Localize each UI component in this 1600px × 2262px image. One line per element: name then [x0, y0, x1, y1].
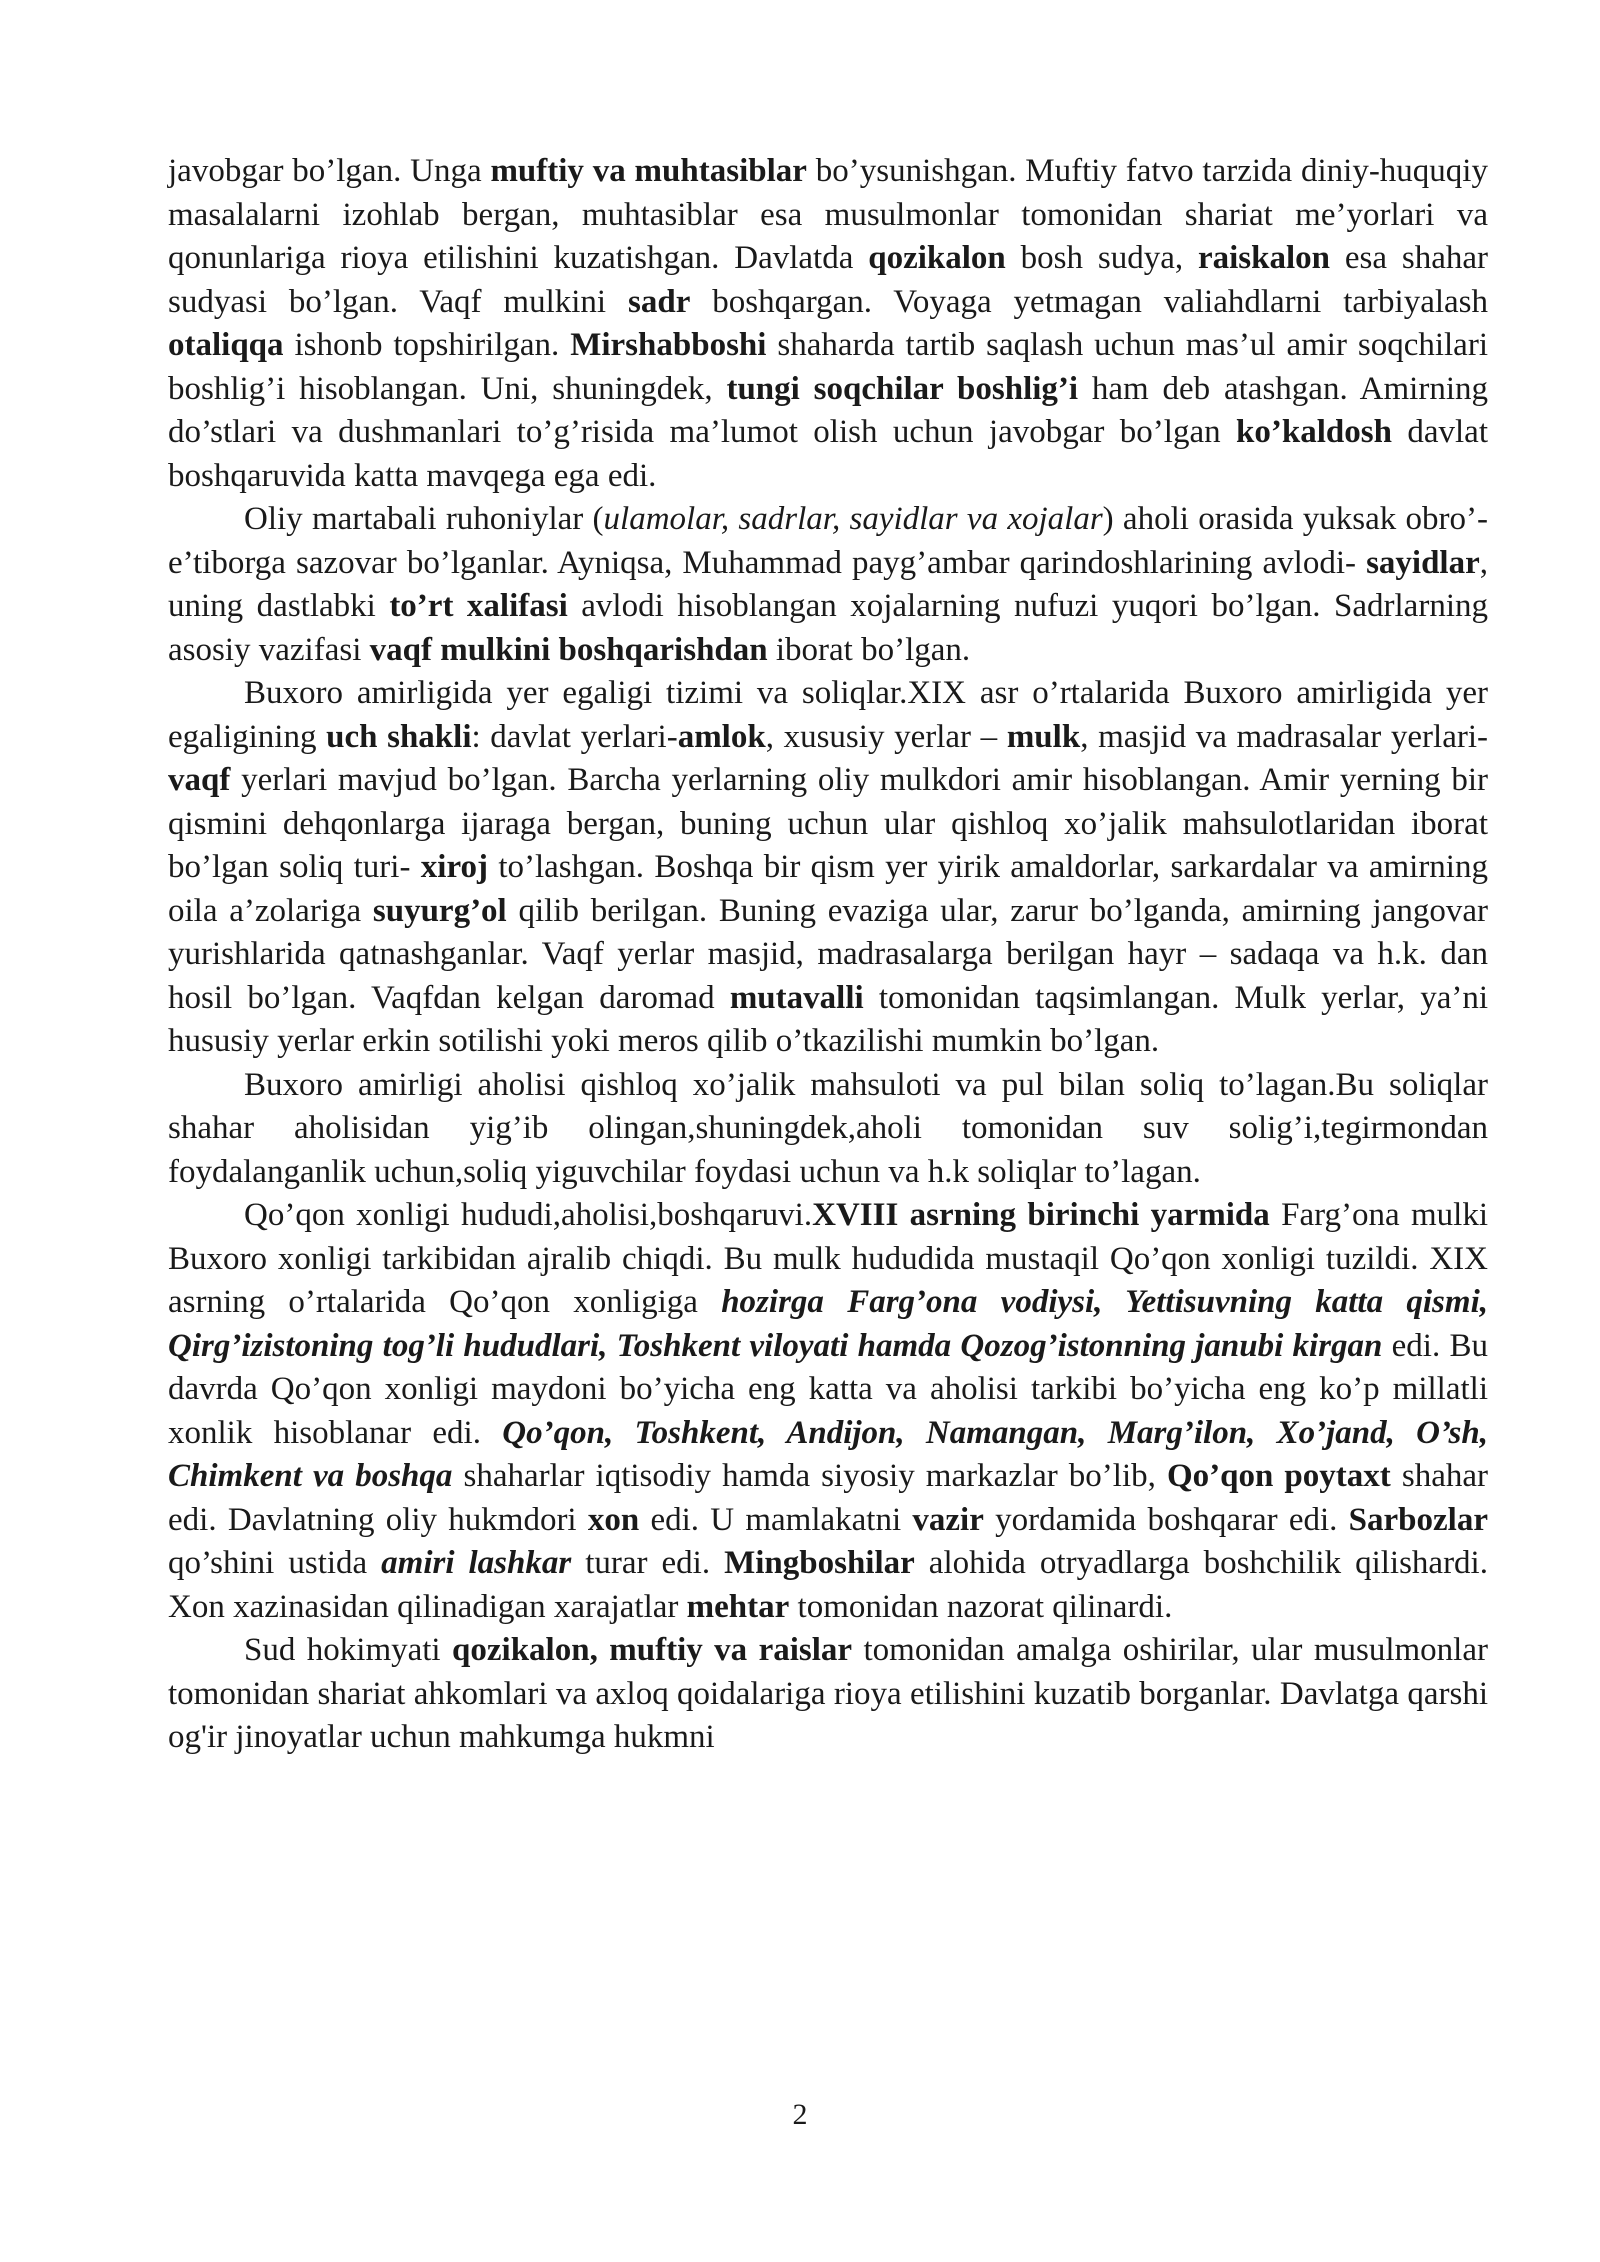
text-run: bosh sudya, — [1005, 240, 1198, 276]
emphasized-text: XVIII asrning birinchi yarmida — [812, 1197, 1270, 1233]
emphasized-text: sayidlar — [1366, 544, 1480, 581]
emphasized-text: qozikalon — [868, 240, 1006, 276]
emphasized-text: vaqf mulkini boshqarishdan — [369, 631, 768, 668]
emphasized-text: amlok — [677, 718, 766, 755]
emphasized-text: ulamolar, sadrlar, sayidlar va xojalar — [603, 501, 1103, 537]
text-run: alohida otryadlarga boshchilik qilishardi. Xon xazinasidan qilinadigan xarajatlar — [168, 1545, 1488, 1625]
emphasized-text: Qo’qon, Toshkent, Andijon, Namangan, Marg’ilon, Xo’jand, O’sh, Chimkent va boshqa — [168, 1414, 1488, 1494]
emphasized-text: vazir — [912, 1501, 984, 1538]
text-run: , xususiy yerlar – — [765, 718, 1007, 755]
emphasized-text: mutavalli — [729, 979, 864, 1016]
document-page — [168, 150, 1488, 1760]
text-run: shahar edi. Davlatning oliy hukmdori — [168, 1458, 1488, 1538]
text-run: tomonidan amalga oshirilar, ular musulmonlar tomonidan shariat ahkomlari va axloq qoidalariga rioya etilishini kuzatib borganlar. Davlatga qarshi og'ir jinoyatlar uchun mahkumga hukmni — [168, 1632, 1488, 1755]
emphasized-text: muftiy va muhtasiblar — [490, 153, 807, 189]
text-run: , uning dastlabki — [168, 544, 1488, 624]
emphasized-text: sadr — [628, 283, 691, 320]
emphasized-text: vaqf — [168, 762, 231, 798]
emphasized-text: mehtar — [686, 1588, 790, 1625]
text-run: edi. U mamlakatni — [639, 1501, 913, 1538]
emphasized-text: amiri lashkar — [381, 1545, 572, 1581]
text-run: Buxoro amirligida yer egaligi tizimi va soliqlar.XIX asr o’rtalarida Buxoro amirligida yer egaligining — [168, 675, 1488, 755]
emphasized-text: otaliqqa — [168, 327, 284, 363]
paragraph-1 — [168, 150, 1488, 498]
text-run: ) aholi orasida yuksak obro’-e’tiborga sazovar bo’lganlar. Ayniqsa, Muhammad payg’ambar qarindoshlarining avlodi- — [168, 501, 1488, 581]
emphasized-text: Qo’qon poytaxt — [1166, 1458, 1391, 1494]
emphasized-text: to’rt xalifasi — [389, 588, 568, 624]
emphasized-text: mulk — [1006, 718, 1081, 755]
text-run: yerlari mavjud bo’lgan. Barcha yerlarning oliy mulkdori amir hisoblangan. Amir yerning bir qismini dehqonlarga ijaraga bergan, buning uchun ular qishloq xo’jalik mahsulotlaridan iborat bo’lgan soliq turi- — [168, 762, 1488, 885]
paragraph-2 — [168, 498, 1488, 672]
text-run: edi. Bu davrda Qo’qon xonligi maydoni bo’yicha eng katta va aholisi tarkibi bo’yicha eng ko’p millatli xonlik hisoblanar edi. — [168, 1327, 1488, 1451]
emphasized-text: hozirga Farg’ona vodiysi, Yettisuvning katta qismi, Qirg’izistoning tog’li hududlari, Toshkent viloyati hamda Qozog’istonning janubi kirgan — [168, 1284, 1488, 1364]
emphasized-text: qozikalon, muftiy va raislar — [452, 1632, 853, 1668]
emphasized-text: Sarbozlar — [1348, 1501, 1488, 1538]
text-run: tomonidan taqsimlangan. Mulk yerlar, ya’ni hususiy yerlar erkin sotilishi yoki meros qilib o’tkazilishi mumkin bo’lgan. — [168, 979, 1488, 1059]
text-run: ham deb atashgan. Amirning do’stlari va dushmanlari to’g’risida ma’lumot olish uchun javobgar bo’lgan — [168, 370, 1489, 450]
text-run: turar edi. — [571, 1545, 725, 1581]
text-run: yordamida boshqarar edi. — [983, 1501, 1349, 1538]
text-run: , masjid va madrasalar yerlari- — [1080, 718, 1488, 755]
emphasized-text: ko’kaldosh — [1236, 414, 1392, 450]
text-run: bo’ysunishgan. Muftiy fatvo tarzida diniy-huquqiy masalalarni izohlab bergan, muhtasiblar esa musulmonlar tomonidan shariat me’yorlari va qonunlariga rioya etilishini kuzatishgan. Davlatda — [168, 153, 1488, 276]
emphasized-text: suyurg’ol — [372, 892, 507, 929]
paragraph-4 — [168, 1064, 1488, 1195]
text-run: qilib berilgan. Buning evaziga ular, zarur bo’lganda, amirning jangovar yurishlarida qatnashganlar. Vaqf yerlar masjid, madrasalarga berilgan hayr – sadaqa va h.k. dan hosil bo’lgan. Vaqfdan kelgan daromad — [168, 892, 1488, 1016]
paragraph-5 — [168, 1194, 1488, 1629]
emphasized-text: Mingboshilar — [724, 1545, 915, 1581]
text-run: ishonb topshirilgan. — [283, 327, 571, 363]
text-run: Qo’qon xonligi hududi,aholisi,boshqaruvi. — [244, 1197, 813, 1233]
text-run: avlodi hisoblangan xojalarning nufuzi yuqori bo’lgan. Sadrlarning asosiy vazifasi — [168, 588, 1488, 668]
text-run: boshqargan. Voyaga yetmagan valiahdlarni tarbiyalash — [690, 283, 1488, 320]
text-run: shaharlar iqtisodiy hamda siyosiy markazlar bo’lib, — [452, 1458, 1167, 1494]
text-run: iborat bo’lgan. — [767, 631, 971, 668]
text-run: : davlat yerlari- — [471, 718, 678, 755]
paragraph-6 — [168, 1629, 1488, 1760]
text-run: Sud hokimyati — [244, 1632, 453, 1668]
text-run: Oliy martabali ruhoniylar ( — [244, 501, 604, 537]
paragraph-3 — [168, 672, 1488, 1064]
emphasized-text: tungi soqchilar boshlig’i — [726, 370, 1079, 407]
text-run: tomonidan nazorat qilinardi. — [789, 1588, 1173, 1625]
text-run: esa shahar sudyasi bo’lgan. Vaqf mulkini — [168, 240, 1489, 320]
page-number: 2 — [792, 2098, 808, 2131]
emphasized-text: uch shakli — [326, 718, 472, 755]
emphasized-text: Mirshabboshi — [570, 327, 767, 363]
emphasized-text: xon — [587, 1501, 640, 1538]
text-run: shaharda tartib saqlash uchun mas’ul amir soqchilari boshlig’i hisoblangan. Uni, shuningdek, — [168, 327, 1488, 407]
text-run: Buxoro amirligi aholisi qishloq xo’jalik mahsuloti va pul bilan soliq to’lagan.Bu soliqlar shahar aholisidan yig’ib olingan,shuningdek,aholi tomonidan suv solig’i,tegirmondan foydalanganlik uchun,soliq yiguvchilar foydasi uchun va h.k soliqlar to’lagan. — [168, 1066, 1488, 1190]
text-run: qo’shini ustida — [168, 1545, 382, 1581]
emphasized-text: raiskalon — [1197, 240, 1331, 276]
text-run: javobgar bo’lgan. Unga — [168, 153, 491, 189]
text-run: to’lashgan. Boshqa bir qism yer yirik amaldorlar, sarkardalar va amirning oila a’zolariga — [168, 849, 1488, 929]
text-run: Farg’ona mulki Buxoro xonligi tarkibidan ajralib chiqdi. Bu mulk hududida mustaqil Qo’qon xonligi tuzildi. XIX asrning o’rtalarida Qo’qon xonligiga — [168, 1197, 1488, 1320]
emphasized-text: xiroj — [420, 849, 488, 885]
text-run: davlat boshqaruvida katta mavqega ega edi. — [168, 414, 1488, 494]
